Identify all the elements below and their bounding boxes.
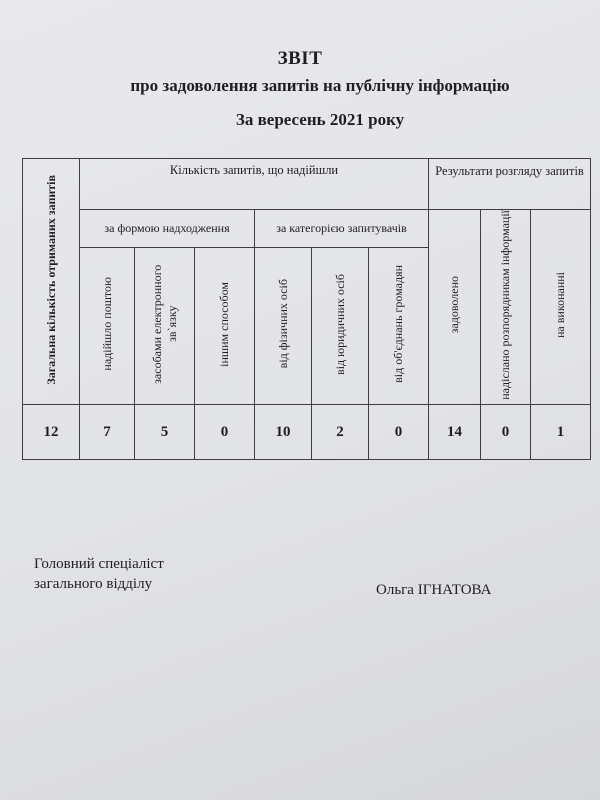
value-by-mail: 7 [80, 405, 135, 460]
value-other: 0 [195, 405, 255, 460]
values-row [23, 405, 591, 460]
report-title: ЗВІТ [277, 48, 323, 69]
signatory-name: Ольга ІГНАТОВА [376, 582, 492, 598]
signatory-position-line1: Головний спеціаліст [34, 556, 164, 572]
value-legal: 2 [312, 405, 369, 460]
col-by-mail-cell [80, 248, 135, 405]
col-in-progress-cell [531, 210, 591, 405]
col-individuals-cell [255, 248, 312, 405]
col-satisfied-cell [429, 210, 481, 405]
received-header: Кількість запитів, що надійшли [80, 159, 429, 210]
col-by-mail: надійшло поштою [99, 277, 114, 371]
value-in-progress: 1 [531, 405, 591, 460]
header-row-1 [23, 159, 591, 210]
value-individuals: 10 [255, 405, 312, 460]
signatory-position-line2: загального відділу [34, 576, 153, 592]
total-header-cell [23, 159, 80, 405]
col-forwarded: надіслано розпорядникам інформації [498, 210, 513, 400]
col-associations: від об'єднань громадян [391, 265, 405, 384]
col-satisfied: задоволено [447, 276, 462, 334]
col-other-cell [195, 248, 255, 405]
col-electronic: засобами електронного зв`язку [149, 264, 179, 384]
header-row-2 [23, 210, 591, 248]
value-electronic: 5 [135, 405, 195, 460]
col-associations-cell [369, 248, 429, 405]
col-legal-cell [312, 248, 369, 405]
col-in-progress: на виконанні [553, 272, 568, 339]
col-electronic-cell [135, 248, 195, 405]
results-header: Результати розгляду запитів [429, 159, 591, 210]
signatory-position [34, 554, 164, 594]
value-forwarded: 0 [481, 405, 531, 460]
value-satisfied: 14 [429, 405, 481, 460]
group-category-header: за категорією запитувачів [255, 210, 429, 248]
value-total: 12 [23, 405, 80, 460]
col-legal: від юридичних осіб [332, 273, 347, 375]
col-other: іншим способом [217, 281, 231, 367]
report-subtitle: про задоволення запитів на публічну інформацію [130, 76, 510, 95]
report-table-container [22, 158, 590, 460]
col-individuals: від фізичних осіб [275, 279, 290, 369]
report-table [22, 158, 591, 460]
value-associations: 0 [369, 405, 429, 460]
report-period: За вересень 2021 року [235, 110, 405, 129]
total-header: Загальна кількість отриманих запитів [43, 174, 58, 385]
group-form-header: за формою надходження [80, 210, 255, 248]
col-forwarded-cell [481, 210, 531, 405]
